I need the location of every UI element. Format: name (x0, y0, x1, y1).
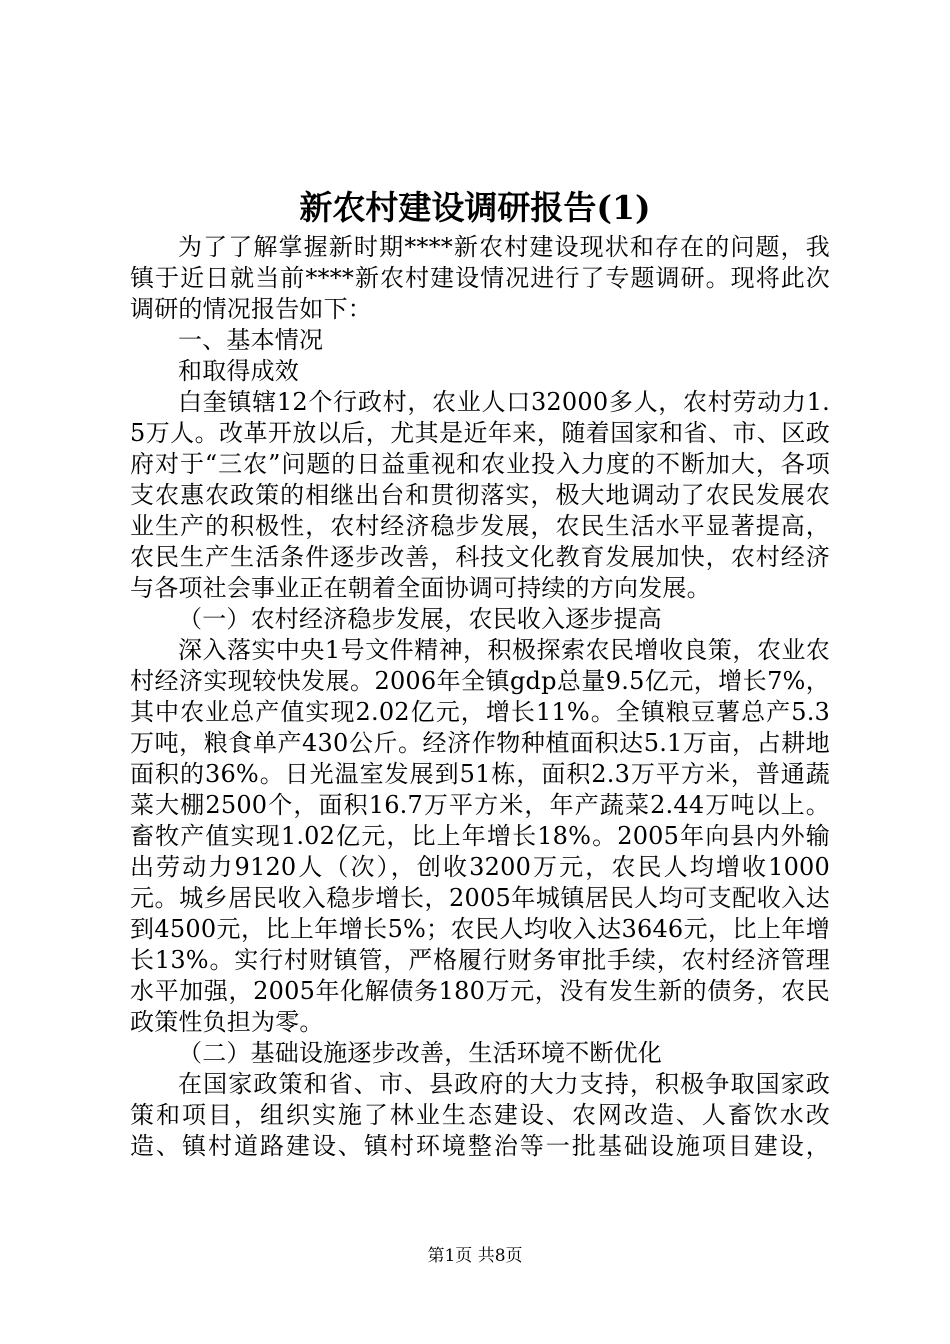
subsection-heading-economy: （一）农村经济稳步发展，农民收入逐步提高 (178, 605, 662, 633)
document-title: 新农村建设调研报告(1) (299, 188, 651, 227)
paragraph-infrastructure: 在国家政策和省、市、县政府的大力支持，积极争取国家政策和项目，组织实施了林业生态建设、农网改造、人畜饮水改造、镇村道路建设、镇村环境整治等一批基础设施项目建设， (130, 1070, 830, 1160)
subsection-heading-infrastructure: （二）基础设施逐步改善，生活环境不断优化 (178, 1039, 662, 1067)
paragraph-economy: 深入落实中央1号文件精神，积极探索农民增收良策，农业农村经济实现较快发展。2006年全镇gdp总量9.5亿元，增长7%，其中农业总产值实现2.02亿元，增长11%。全镇粮豆薯总产5.3万吨，粮食单产430公斤。经济作物种植面积达5.1万亩，占耕地面积的36%。日光温室发展到51栋，面积2.3万平方米，普通蔬菜大棚2500个，面积16.7万平方米，年产蔬菜2.44万吨以上。畜牧产值实现1.02亿元，比上年增长18%。2005年向县内外输出劳动力9120人（次），创收3200万元，农民人均增收1000元。城乡居民收入稳步增长，2005年城镇居民人均可支配收入达到4500元，比上年增长5%；农民人均收入达3646元，比上年增长13%。实行村财镇管，严格履行财务审批手续，农村经济管理水平加强，2005年化解债务180万元，没有发生新的债务，农民政策性负担为零。 (130, 636, 830, 1036)
section-heading-achievements: 和取得成效 (178, 357, 299, 385)
document-body (130, 232, 830, 1162)
page-number-footer: 第1页 共8页 (427, 1246, 523, 1266)
paragraph-overview: 白奎镇辖12个行政村，农业人口32000多人，农村劳动力1.5万人。改革开放以后，尤其是近年来，随着国家和省、市、区政府对于“三农”问题的日益重视和农业投入力度的不断加大，各项支农惠农政策的相继出台和贯彻落实，极大地调动了农民发展农业生产的积极性，农村经济稳步发展，农民生活水平显著提高，农民生产生活条件逐步改善，科技文化教育发展加快，农村经济与各项社会事业正在朝着全面协调可持续的方向发展。 (130, 388, 830, 602)
section-heading-basic: 一、基本情况 (178, 326, 324, 354)
paragraph-intro: 为了了解掌握新时期****新农村建设现状和存在的问题，我镇于近日就当前****新农村建设情况进行了专题调研。现将此次调研的情况报告如下： (130, 233, 830, 323)
